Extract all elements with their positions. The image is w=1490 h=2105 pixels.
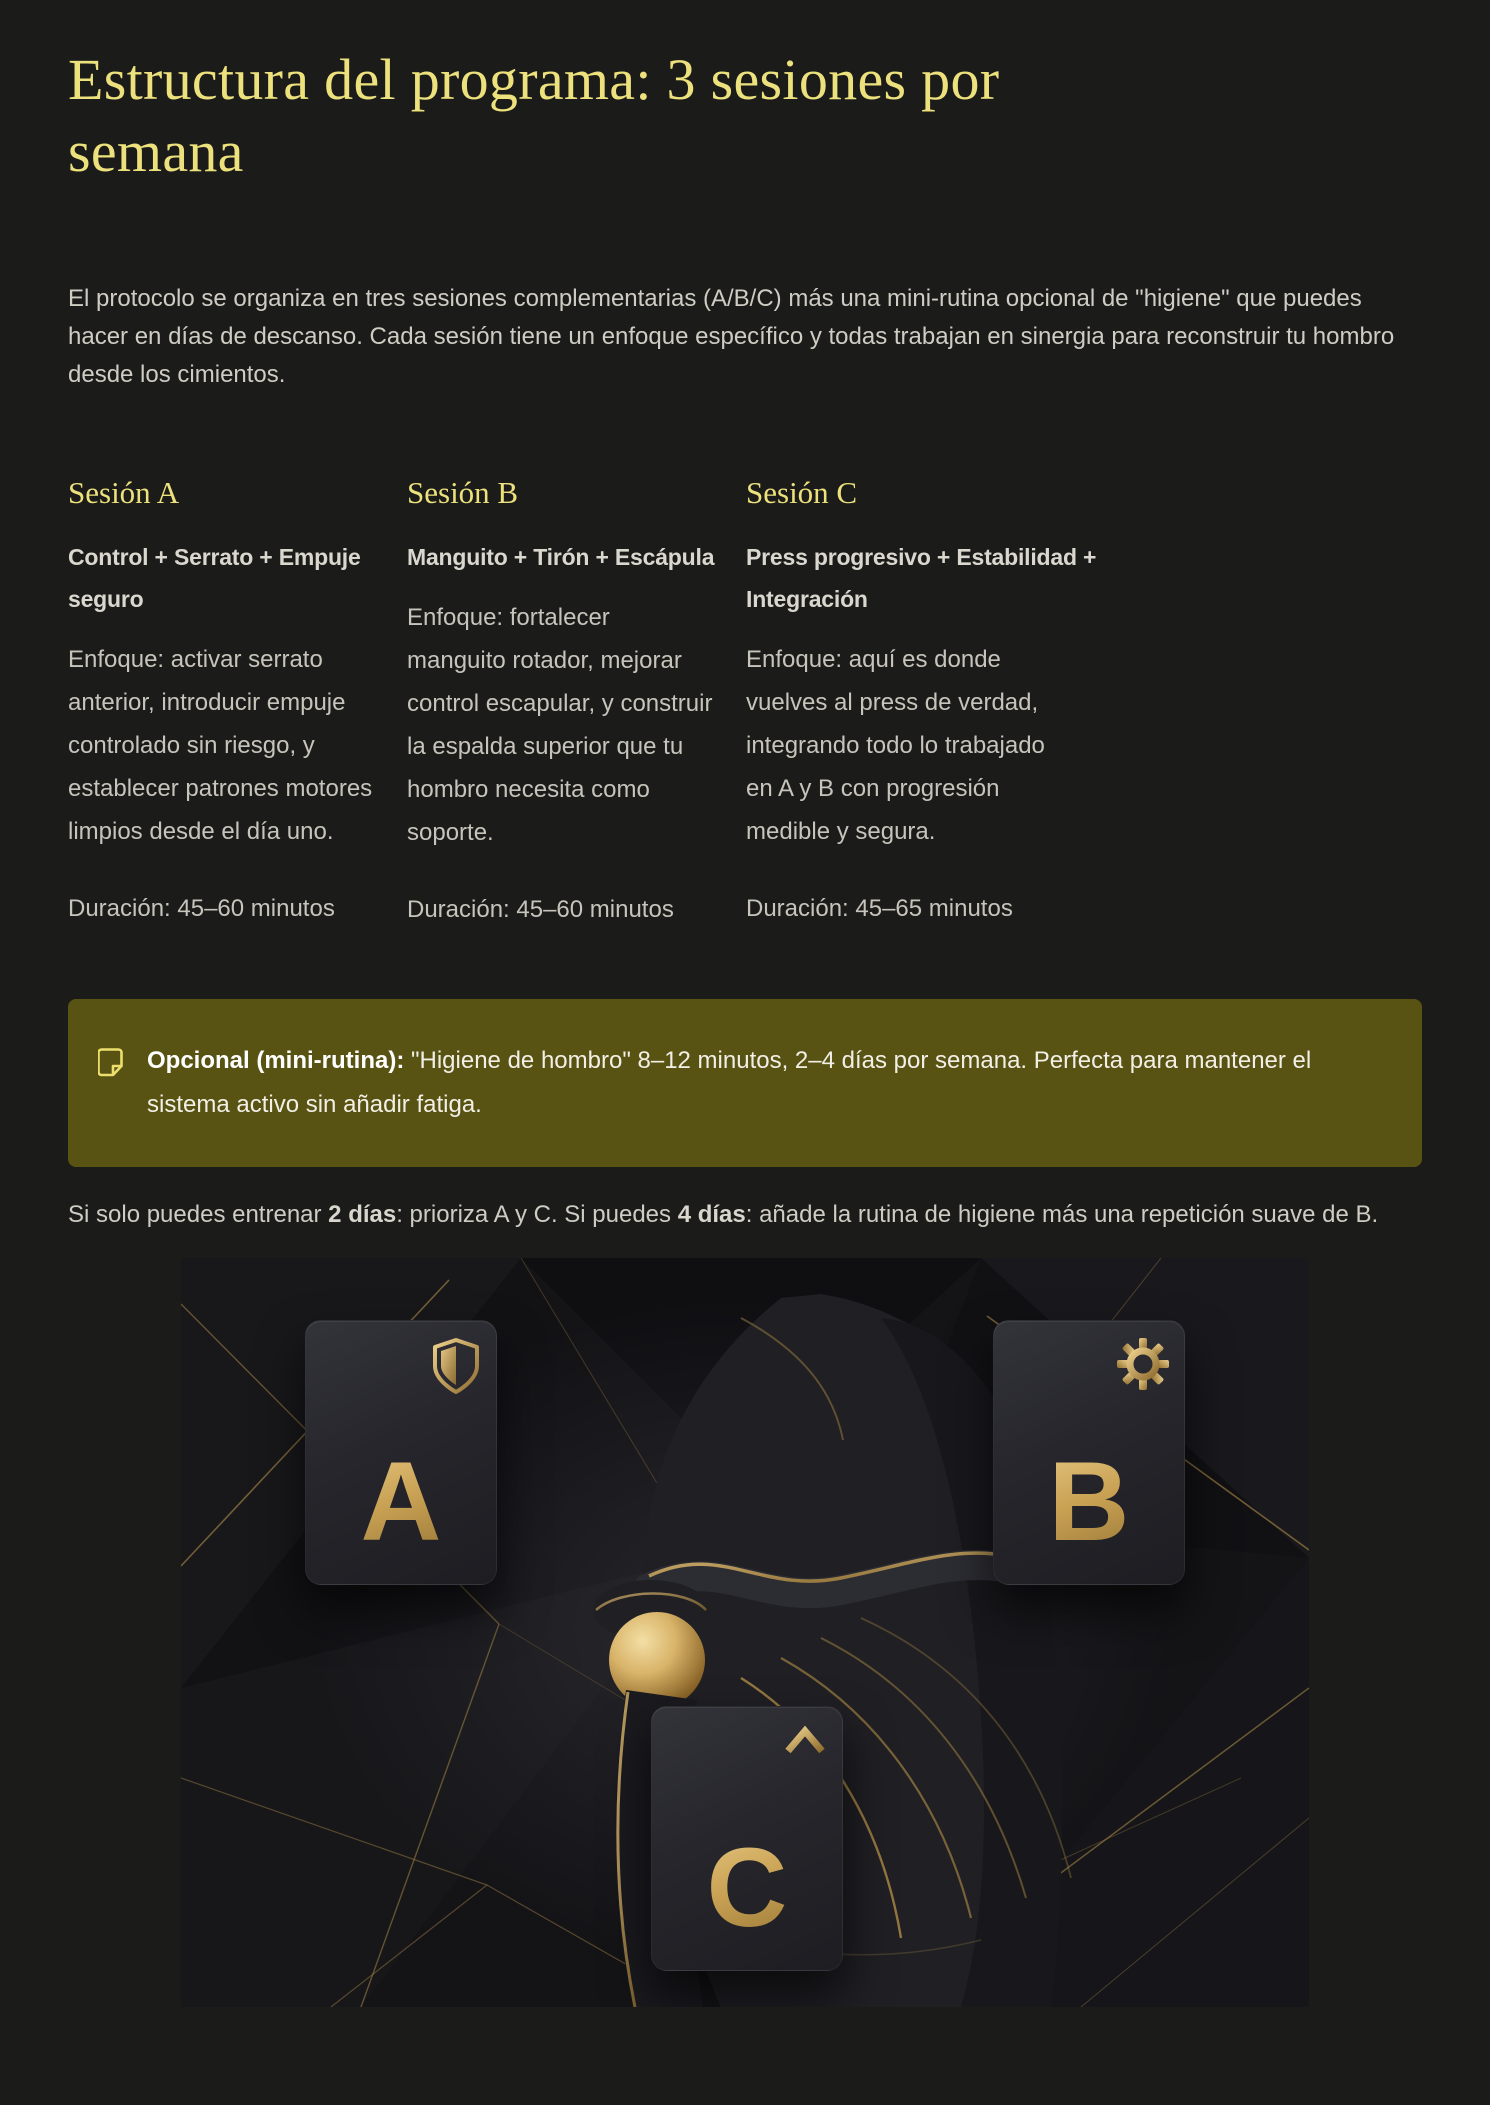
- session-card-c: [651, 1706, 843, 1971]
- shield-icon: [430, 1337, 482, 1400]
- note-icon: [98, 1047, 125, 1083]
- session-focus: Enfoque: aquí es donde vuelves al press de verdad, integrando todo lo trabajado en A y B con progresión medible y segura.: [746, 646, 1045, 845]
- session-column-c: [746, 474, 1097, 931]
- session-focus: Enfoque: fortalecer manguito rotador, mejorar control escapular, y construir la espalda superior que tu hombro necesita como soporte.: [407, 604, 713, 846]
- card-letter-c: C: [652, 1832, 842, 1944]
- session-subtitle: Press progresivo + Estabilidad + Integración: [746, 544, 1097, 612]
- closing-paragraph: Si solo puedes entrenar 2 días: prioriza A y C. Si puedes 4 días: añade la rutina de higiene más una repetición suave de B.: [68, 1201, 1379, 1228]
- page-title-line-1: Estructura del programa: 3 sesiones por: [68, 47, 1000, 112]
- session-duration: Duración: 45–60 minutos: [407, 896, 674, 923]
- closing-bold-4dias: 4 días: [677, 1201, 746, 1228]
- callout-label: Opcional (mini-rutina):: [147, 1047, 405, 1074]
- page-title-line-2: semana: [68, 119, 244, 184]
- session-heading: Sesión B: [407, 475, 519, 510]
- arrow-up-icon: [782, 1723, 828, 1786]
- session-card-a: [305, 1320, 497, 1585]
- callout-body: "Higiene de hombro" 8–12 minutos, 2–4 días por semana. Perfecta para mantener el sistema activo sin añadir fatiga.: [147, 1047, 1312, 1118]
- session-column-a: [68, 474, 374, 931]
- hero-figure: [181, 1258, 1309, 2007]
- session-heading: Sesión C: [746, 475, 858, 510]
- intro-paragraph: El protocolo se organiza en tres sesiones complementarias (A/B/C) más una mini-rutina opcional de "higiene" que puedes hacer en días de descanso. Cada sesión tiene un enfoque específico y todas trabajan en sinergia para reconstruir tu hombro desde los cimientos.: [68, 285, 1395, 388]
- card-letter-b: B: [994, 1446, 1184, 1558]
- session-duration: Duración: 45–60 minutos: [68, 895, 335, 922]
- session-subtitle: Manguito + Tirón + Escápula: [407, 544, 715, 570]
- session-heading: Sesión A: [68, 475, 180, 510]
- gear-icon: [1116, 1337, 1170, 1396]
- session-focus: Enfoque: activar serrato anterior, introducir empuje controlado sin riesgo, y establecer patrones motores limpios desde el día uno.: [68, 646, 373, 845]
- callout-text: [147, 1039, 1382, 1127]
- session-columns: [68, 474, 1422, 931]
- session-duration: Duración: 45–65 minutos: [746, 895, 1013, 922]
- session-column-b: [407, 474, 713, 931]
- session-card-b: [993, 1320, 1185, 1585]
- closing-bold-2dias: 2 días: [328, 1201, 397, 1228]
- page-title: [68, 44, 1422, 188]
- session-subtitle: Control + Serrato + Empuje seguro: [68, 544, 361, 612]
- card-letter-a: A: [306, 1446, 496, 1558]
- optional-callout: [68, 999, 1422, 1167]
